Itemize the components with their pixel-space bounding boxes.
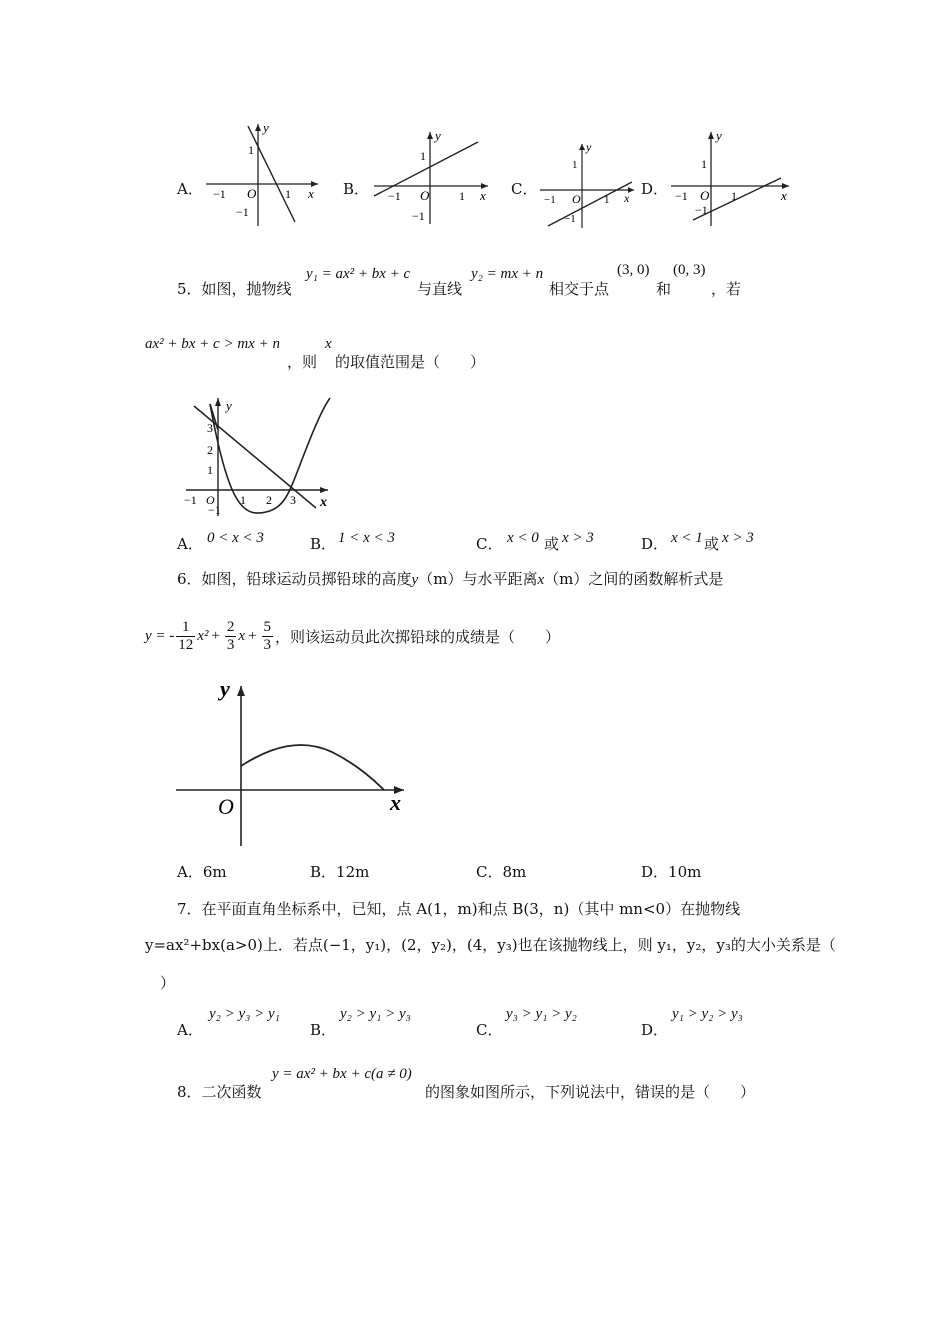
q5-option-a-label: A． xyxy=(177,535,203,553)
q4-option-a-label: A． xyxy=(177,180,203,198)
q7-option-d-label: D． xyxy=(641,1021,669,1039)
q7-line2: y=ax²+bx(a>0)上．若点(−1，y₁)，(2，y₂)，(4，y₃)也在该抛物线上，则 y₁，y₂，y₃的大小关系是（ xyxy=(145,936,836,954)
q6-option-b: B．12m xyxy=(310,863,370,881)
q5g-xtick-1: 1 xyxy=(240,493,246,507)
q4c-origin: O xyxy=(572,192,581,206)
q4a-tick-neg1: −1 xyxy=(213,187,226,201)
q4-option-b-label: B． xyxy=(343,180,370,198)
q4c-y-label: y xyxy=(586,140,592,154)
q7-option-a-label: A． xyxy=(177,1021,203,1039)
q7-option-c-label: C． xyxy=(476,1021,503,1039)
q4d-origin: O xyxy=(700,188,710,203)
q4b-tick-1: 1 xyxy=(459,189,465,203)
q4-option-c-label: C． xyxy=(511,180,538,198)
q4-graph-d xyxy=(667,128,795,228)
q4a-ytick-neg1: −1 xyxy=(236,205,249,219)
q5-line-formula: y₂ = mx + n xyxy=(471,266,544,282)
q4c-ytick-1: 1 xyxy=(572,159,578,171)
q7-option-c-text: y₃ > y₁ > y₂ xyxy=(506,1006,577,1022)
q8-tail: 的图象如图所示，下列说法中，错误的是（ ） xyxy=(425,1083,756,1101)
q6-formula: y = - 1 12 x² + $\frac{2}{3}$ x + $\frac{5}{3}$ ，则该运动员此次掷铅球的成绩是（ ） xyxy=(145,618,561,653)
q7-option-a-text: y₂ > y₃ > y₁ xyxy=(209,1006,280,1022)
q4b-x-label: x xyxy=(480,188,486,203)
q5-then: ，则 xyxy=(287,353,318,371)
q5g-xtick-2: 2 xyxy=(266,493,272,507)
q5g-ytick-1: 1 xyxy=(207,463,213,477)
q7-option-d-text: y₁ > y₂ > y₃ xyxy=(672,1006,743,1022)
q6-frac1: 1 12 xyxy=(178,618,194,653)
q7-option-b-text: y₂ > y₁ > y₃ xyxy=(340,1006,411,1022)
q5-end: ，若 xyxy=(711,280,742,298)
q5-option-d-label: D． xyxy=(641,535,669,553)
q5-number: 5．如图，抛物线 xyxy=(177,280,292,298)
q5g-ytick-3: 3 xyxy=(207,421,213,435)
q6g-y-label: y xyxy=(220,676,230,701)
q4d-tick-1: 1 xyxy=(731,189,737,203)
q5-option-a-text: 0 < x < 3 xyxy=(207,530,264,546)
q4a-origin: O xyxy=(247,186,257,201)
q4d-x-label: x xyxy=(781,188,787,203)
q4a-y-label: y xyxy=(263,120,269,135)
q4-graph-c xyxy=(536,140,641,230)
q6-option-c: C．8m xyxy=(476,863,527,881)
q5-parabola-formula: y₁ = ax² + bx + c xyxy=(306,266,411,282)
q4a-tick-1: 1 xyxy=(285,187,291,201)
q5-option-d-text1: x < 1 xyxy=(671,530,703,546)
q4-graph-b xyxy=(368,128,493,226)
q4c-tick-1: 1 xyxy=(604,194,610,206)
q5-tail: 的取值范围是（ ） xyxy=(335,353,486,371)
q4c-tick-neg1: −1 xyxy=(544,194,556,206)
q4c-ytick-neg1: −1 xyxy=(564,213,576,225)
q4-graph-a xyxy=(200,118,325,230)
q5g-origin: O xyxy=(206,493,215,507)
q6-graph xyxy=(172,676,412,848)
q4a-x-label: x xyxy=(308,186,314,201)
q5-point1: (3, 0) xyxy=(617,262,650,278)
q5g-x-label: x xyxy=(320,495,327,510)
q4d-tick-neg1: −1 xyxy=(675,189,688,203)
q4b-ytick-neg1: −1 xyxy=(412,209,425,223)
q5-option-d-text2: x > 3 xyxy=(722,530,754,546)
q5-option-c-text1: x < 0 xyxy=(507,530,539,546)
q5g-xtick-neg1: −1 xyxy=(184,493,197,507)
q4a-ytick-1: 1 xyxy=(248,143,254,157)
q5g-ytick-2: 2 xyxy=(207,443,213,457)
q6g-x-label: x xyxy=(390,790,401,815)
q6-frac2: $\frac{2}{3}$ xyxy=(226,618,235,653)
q6g-origin: O xyxy=(218,794,234,819)
q5-option-b-label: B． xyxy=(310,535,337,553)
q7-line3: ） xyxy=(160,974,176,992)
q5-point2: (0, 3) xyxy=(673,262,706,278)
q5-mid1: 与直线 xyxy=(417,280,463,298)
q5g-y-label: y xyxy=(226,398,232,413)
q5-var: x xyxy=(325,336,332,352)
q5-mid2: 相交于点 xyxy=(549,280,610,298)
q6-option-d: D．10m xyxy=(641,863,702,881)
q8-formula: y = ax² + bx + c(a ≠ 0) xyxy=(272,1066,412,1082)
q8-number: 8．二次函数 xyxy=(177,1083,262,1101)
q6-line1: 6．如图，铅球运动员掷铅球的高度y（m）与水平距离x（m）之间的函数解析式是 xyxy=(177,570,724,588)
q7-option-b-label: B． xyxy=(310,1021,337,1039)
q4b-origin: O xyxy=(420,188,430,203)
q5-option-c-label: C． xyxy=(476,535,503,553)
q5-inequality: ax² + bx + c > mx + n xyxy=(145,336,280,352)
q5-option-c-text2: x > 3 xyxy=(562,530,594,546)
q4b-tick-neg1: −1 xyxy=(388,189,401,203)
q6-option-a: A．6m xyxy=(177,863,227,881)
q4b-ytick-1: 1 xyxy=(420,149,426,163)
q7-line1: 7．在平面直角坐标系中，已知，点 A(1，m)和点 B(3，n)（其中 mn<0）在抛物线 xyxy=(177,900,741,918)
q5-graph xyxy=(180,392,340,520)
q5g-ytick-neg1: −1 xyxy=(208,503,221,517)
q4c-x-label: x xyxy=(624,191,630,205)
q5g-xtick-3: 3 xyxy=(290,493,296,507)
q4-option-d-label: D． xyxy=(641,180,669,198)
q5-and: 和 xyxy=(656,280,672,298)
q4b-y-label: y xyxy=(435,128,441,143)
q5-option-b-text: 1 < x < 3 xyxy=(338,530,395,546)
q4d-ytick-neg1: −1 xyxy=(695,203,708,217)
q4d-ytick-1: 1 xyxy=(701,157,707,171)
q5-option-d-or: 或 xyxy=(704,535,720,553)
q6-frac3: $\frac{5}{3}$ xyxy=(263,618,272,653)
q4d-y-label: y xyxy=(716,128,722,143)
q5-option-c-or: 或 xyxy=(544,535,560,553)
